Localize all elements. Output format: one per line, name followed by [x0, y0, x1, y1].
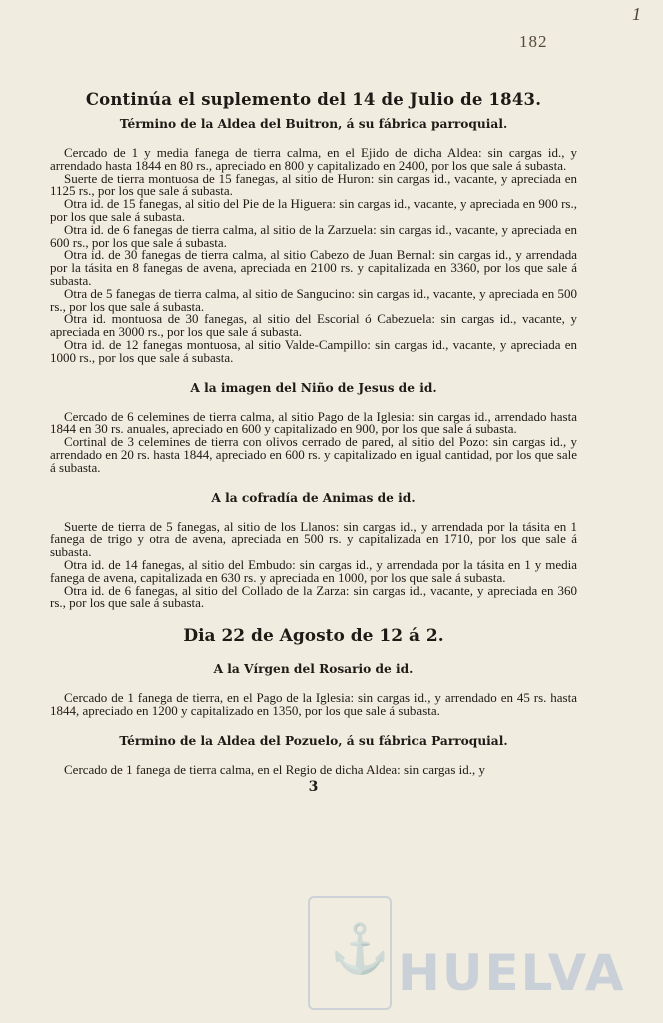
section-rosario [50, 692, 577, 718]
section-buitron [50, 147, 577, 365]
paragraph: Cortinal de 3 celemines de tierra con olivos cerrado de pared, al sitio del Pozo: sin cargas id., y arrendado en 20 rs. hasta 1844, apreciado en 600 rs. y capitalizado en igual cantidad, por los que sale á subasta. [50, 434, 577, 475]
paragraph: Cercado de 1 fanega de tierra calma, en el Regio de dicha Aldea: sin cargas id., y [64, 761, 486, 777]
paragraph: Cercado de 1 y media fanega de tierra calma, en el Ejido de dicha Aldea: sin cargas id., y arrendado hasta 1844 en 80 rs., apreciado en 800 y capitalizado en 2400, por los que sale á subasta. [50, 145, 577, 173]
heading-buitron: Término de la Aldea del Buitron, á su fábrica parroquial. [119, 117, 508, 131]
paragraph: Otra id. de 6 fanegas de tierra calma, al sitio de la Zarzuela: sin cargas id., vacante, y apreciada en 600 rs., por los que sale á subasta. [50, 221, 577, 250]
paragraph: Otra id. de 30 fanegas de tierra calma, al sitio Cabezo de Juan Bernal: sin cargas id., y arrendada por la tásita en 8 fanegas de avena, apreciada en 2100 rs. y capitalizada en 3360, por los que sale á subasta. [50, 247, 577, 288]
document-title: Continúa el suplemento del 14 de Julio de 1843. [85, 90, 542, 109]
section-pozuelo [50, 761, 577, 777]
heading-pozuelo: Término de la Aldea del Pozuelo, á su fábrica Parroquial. [119, 733, 508, 748]
folio-number: 182 [519, 32, 548, 51]
watermark: HUELVA [398, 944, 626, 1002]
heading-nino: A la imagen del Niño de Jesus de id. [190, 380, 437, 395]
heading-dia: Dia 22 de Agosto de 12 á 2. [183, 626, 444, 647]
section-nino [50, 408, 577, 475]
paragraph: Otra id. de 12 fanegas montuosa, al sitio Valde-Campillo: sin cargas id., vacante, y apreciada en 1000 rs., por los que sale á subasta. [50, 336, 577, 365]
page-number: 3 [308, 778, 319, 795]
paragraph: Otra id. de 14 fanegas, al sitio del Embudo: sin cargas id., y arrendada por la tásita en 1 y media fanega de avena, capitalizada en 630 rs. y apreciada en 1000, por los que sale á subasta. [50, 556, 577, 585]
paragraph: Otra id. de 15 fanegas, al sitio del Pie de la Higuera: sin cargas id., vacante, y apreciada en 900 rs., por los que sale á subasta. [50, 196, 577, 224]
paragraph: Cercado de 1 fanega de tierra, en el Pago de la Iglesia: sin cargas id., y arrendado en 45 rs. hasta 1844, apreciado en 1200 y capitalizado en 1350, por los que sale á subasta. [50, 690, 577, 718]
heading-rosario: A la Vírgen del Rosario de id. [213, 662, 414, 677]
section-animas [50, 518, 577, 611]
document-body [50, 90, 577, 795]
paragraph: Suerte de tierra de 5 fanegas, al sitio de los Llanos: sin cargas id., y arrendada por la tásita en 1 fanega de trigo y otra de avena, apreciada en 500 rs. y capitalizada en 1710, por los que sale á subasta. [50, 518, 577, 560]
heading-animas: A la cofradía de Animas de id. [211, 490, 416, 505]
paragraph: Otra id. de 6 fanegas, al sitio del Collado de la Zarza: sin cargas id., vacante, y apreciada en 360 rs., por los que sale á subasta. [50, 582, 577, 611]
paragraph: Otra de 5 fanegas de tierra calma, al sitio de Sangucino: sin cargas id., vacante, y apreciada en 500 rs., por los que sale á subasta. [50, 285, 577, 314]
paragraph: Otra id. montuosa de 30 fanegas, al sitio del Escorial ó Cabezuela: sin cargas id., vacante, y apreciada en 3000 rs., por los que sale á subasta. [50, 311, 577, 340]
anchor-icon: ⚓ [330, 921, 390, 977]
paragraph: Suerte de tierra montuosa de 15 fanegas, al sitio de Huron: sin cargas id., vacante, y apreciada en 1125 rs., por los que sale á subasta. [50, 170, 577, 199]
paragraph: Cercado de 6 celemines de tierra calma, al sitio Pago de la Iglesia: sin cargas id., arrendado hasta 1844 en 30 rs. anuales, apreciado en 600 y capitalizado en 900, por los que sale á subasta. [50, 408, 577, 437]
corner-mark: 1 [632, 4, 641, 24]
